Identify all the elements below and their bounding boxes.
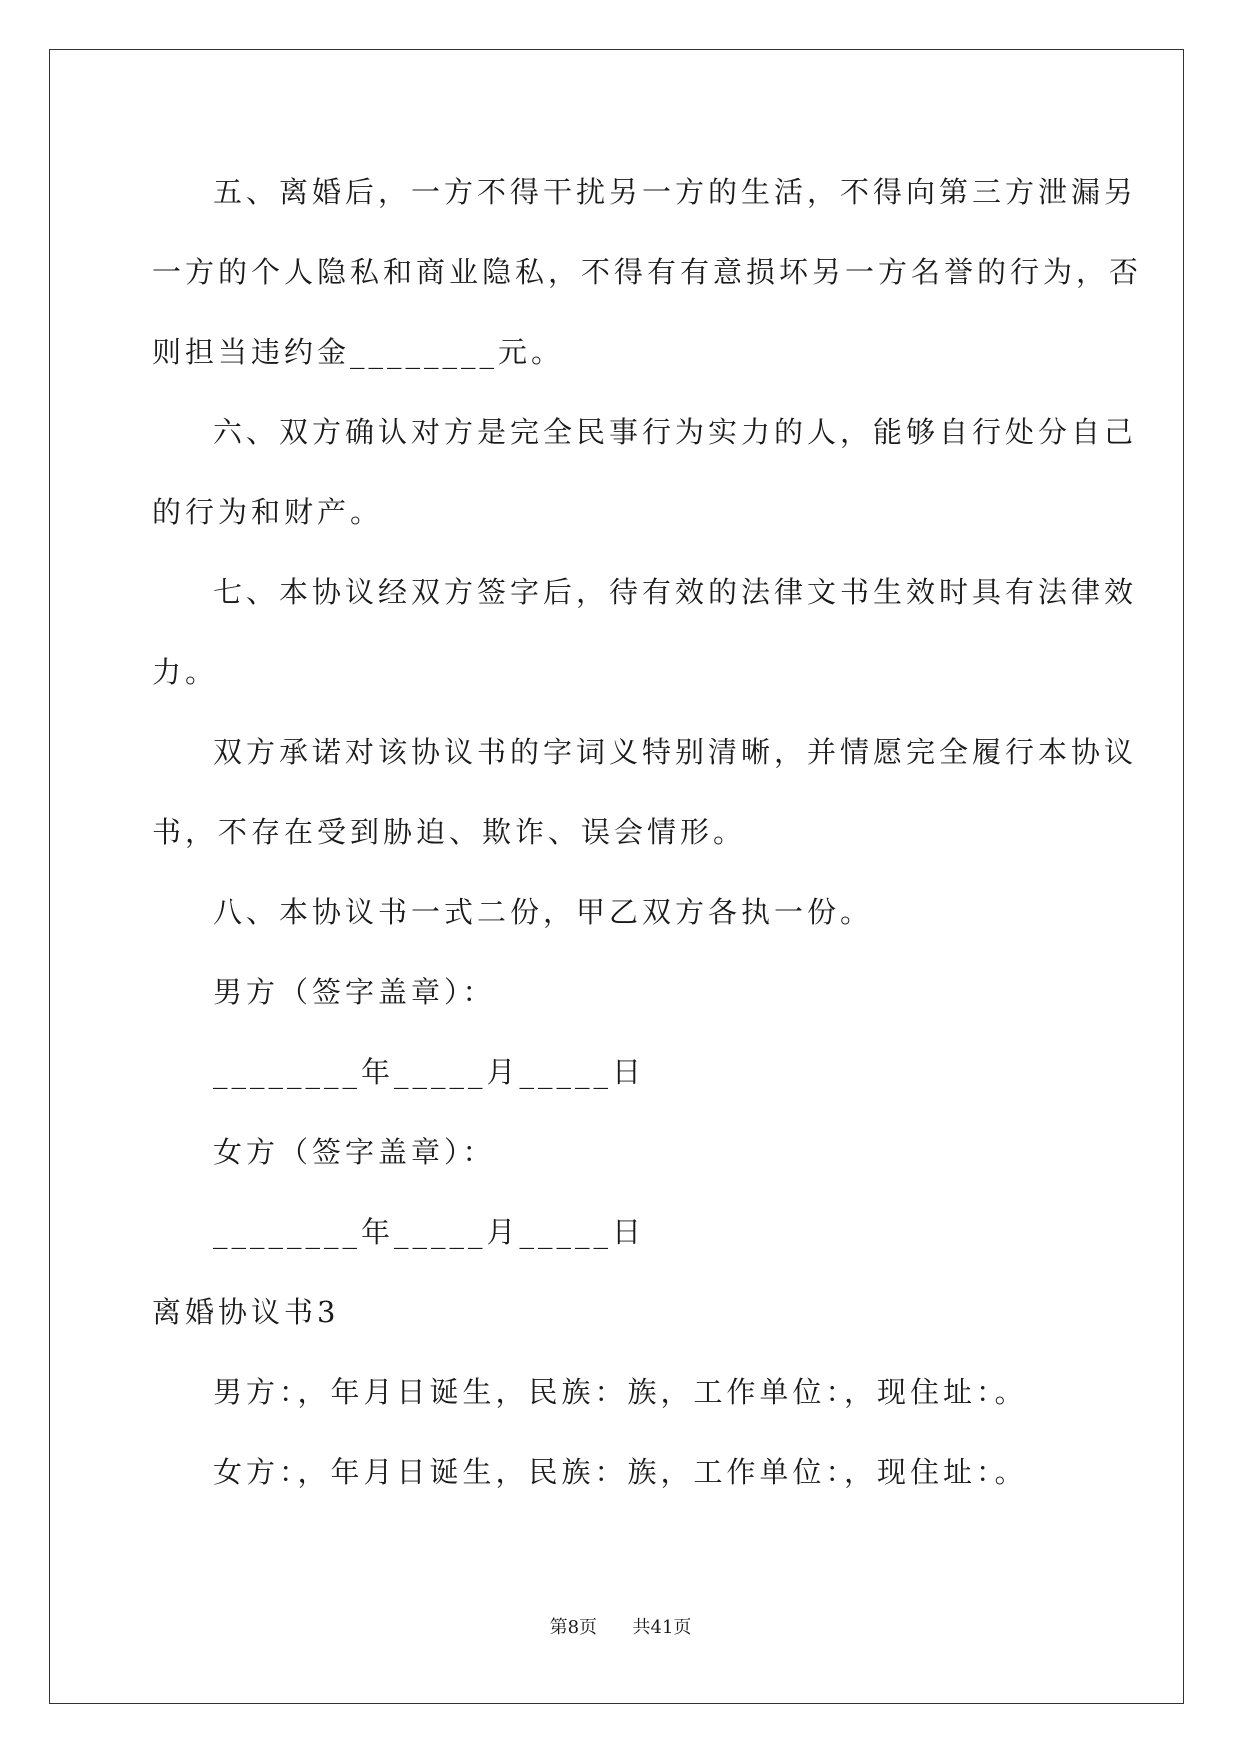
- signature-label-male: 男方（签字盖章）：: [213, 975, 496, 1009]
- paragraph-line: 的行为和财产。: [152, 495, 384, 529]
- page-footer: [0, 1616, 1241, 1640]
- date-blank-female: ________年_____月_____日: [213, 1215, 646, 1249]
- paragraph-line: 六、双方确认对方是完全民事行为实力的人，能够自行处分自己: [213, 415, 1138, 449]
- paragraph-line: 男方：，年月日诞生，民族：族，工作单位：，现住址：。: [213, 1375, 1028, 1409]
- paragraph-line: 五、离婚后，一方不得干扰另一方的生活，不得向第三方泄漏另: [213, 175, 1138, 209]
- paragraph-line: 双方承诺对该协议书的字词义特别清晰，并情愿完全履行本协议: [213, 735, 1138, 769]
- section-heading: 离婚协议书3: [152, 1295, 340, 1329]
- paragraph-line: 女方：，年月日诞生，民族：族，工作单位：，现住址：。: [213, 1455, 1028, 1489]
- paragraph-line: 八、本协议书一式二份，甲乙双方各执一份。: [213, 895, 874, 929]
- paragraph-line: 七、本协议经双方签字后，待有效的法律文书生效时具有法律效: [213, 575, 1138, 609]
- date-blank-male: ________年_____月_____日: [213, 1055, 646, 1089]
- paragraph-line: 则担当违约金________元。: [152, 335, 565, 369]
- page-number: 第8页: [549, 1617, 598, 1638]
- paragraph-line: 力。: [152, 655, 219, 689]
- paragraph-line: 一方的个人隐私和商业隐私，不得有有意损坏另一方名誉的行为，否: [152, 255, 1143, 289]
- signature-label-female: 女方（签字盖章）：: [213, 1135, 496, 1169]
- paragraph-line: 书，不存在受到胁迫、欺诈、误会情形。: [152, 815, 747, 849]
- page-total: 共41页: [632, 1617, 692, 1638]
